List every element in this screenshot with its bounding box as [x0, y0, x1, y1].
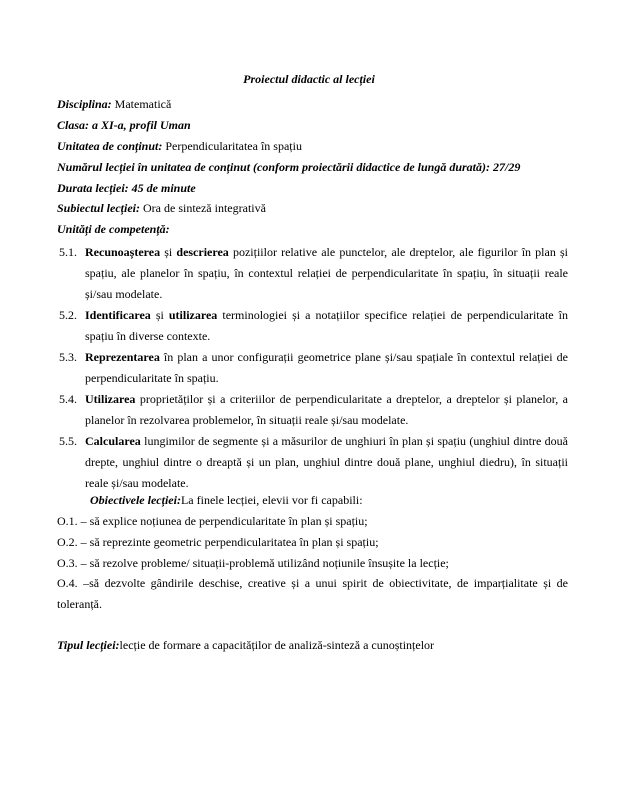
objective-item: O.2. – să reprezinte geometric perpendicularitatea în plan și spațiu;	[57, 535, 379, 549]
objectives-label: Obiectivele lecției:	[90, 493, 181, 507]
field-label: Unități de competență:	[57, 222, 170, 236]
field-label: Subiectul lecției:	[57, 201, 140, 215]
field-label: Disciplina:	[57, 97, 112, 111]
document-title: Proiectul didactic al lecției	[243, 72, 375, 86]
list-item-number: 5.3.	[59, 350, 77, 364]
field-disciplina	[57, 96, 568, 112]
lesson-type-value: lecție de formare a capacităților de analiză-sinteză a cunoștințelor	[119, 638, 435, 652]
field-label: Numărul lecției în unitatea de conținut (conform proiectării didactice de lungă durată):	[57, 160, 491, 174]
list-item-text: Reprezentarea în plan a unor configurații geometrice plane și/sau spațiale în contextul relației de perpendicularitate în spațiu.	[85, 350, 568, 385]
list-item-number: 5.4.	[59, 392, 77, 406]
list-item	[57, 305, 568, 347]
list-item-text: Calcularea lungimilor de segmente și a măsurilor de unghiuri în plan și spațiu (unghiul dintre două drepte, unghiul dintre o dreaptă și un plan, unghiul dintre două plane, unghiul diedru), în situații reale și/sau modelate.	[85, 434, 568, 490]
field-clasa	[57, 117, 568, 133]
objective-item: O.3. – să rezolve probleme/ situații-problemă utilizând noțiunile însușite la lecție;	[57, 556, 449, 570]
lesson-type-label: Tipul lecției:	[57, 638, 120, 652]
objectives-heading	[90, 492, 363, 508]
field-unitatea	[57, 138, 568, 154]
field-value: Perpendicularitatea în spațiu	[162, 139, 302, 153]
field-label: Unitatea de conținut:	[57, 139, 163, 153]
field-subiectul	[57, 200, 568, 216]
list-item-text: Identificarea și utilizarea terminologiei și a notațiilor specifice relației de perpendicularitate în spațiu în diverse contexte.	[85, 308, 568, 343]
objective-item	[57, 573, 568, 615]
objective-number: O.4.	[57, 576, 78, 590]
field-value: 27/29	[490, 160, 521, 174]
list-item-number: 5.1.	[59, 245, 77, 259]
field-numarul	[57, 159, 568, 175]
list-item	[57, 389, 568, 431]
list-item	[57, 431, 568, 494]
field-unitati	[57, 221, 568, 237]
list-item-text: Utilizarea proprietăților și a criteriilor de perpendicularitate a dreptelor, a dreptelor și planelor, a planelor în rezolvarea problemelor, în situații reale și/sau modelate.	[85, 392, 568, 427]
objective-text: –să dezvolte gândirile deschise, creative și a unui spirit de obiectivitate, de imparțialitate și de toleranță.	[57, 576, 568, 611]
lesson-type	[57, 637, 434, 653]
list-item-text: Recunoașterea și descrierea pozițiilor relative ale punctelor, ale dreptelor, ale figurilor în plan și spațiu, ale planelor în spațiu, în contextul relației de perpendicularitate în spațiu, în situații reale și/sau modelate.	[85, 245, 568, 301]
competences-list	[57, 242, 568, 494]
field-value: : 45 de minute	[124, 181, 196, 195]
field-value: Matematică	[111, 97, 172, 111]
field-value: Ora de sinteză integrativă	[140, 201, 266, 215]
list-item-number: 5.5.	[59, 434, 77, 448]
field-durata	[57, 180, 568, 196]
objective-item: O.1. – să explice noțiunea de perpendicularitate în plan și spațiu;	[57, 514, 368, 528]
objectives-intro: La finele lecției, elevii vor fi capabili:	[180, 493, 363, 507]
field-label: Clasa: a XI-a, profil Uman	[57, 118, 191, 132]
field-label: Durata lecției	[57, 181, 125, 195]
list-item-number: 5.2.	[59, 308, 77, 322]
list-item	[57, 347, 568, 389]
list-item	[57, 242, 568, 305]
